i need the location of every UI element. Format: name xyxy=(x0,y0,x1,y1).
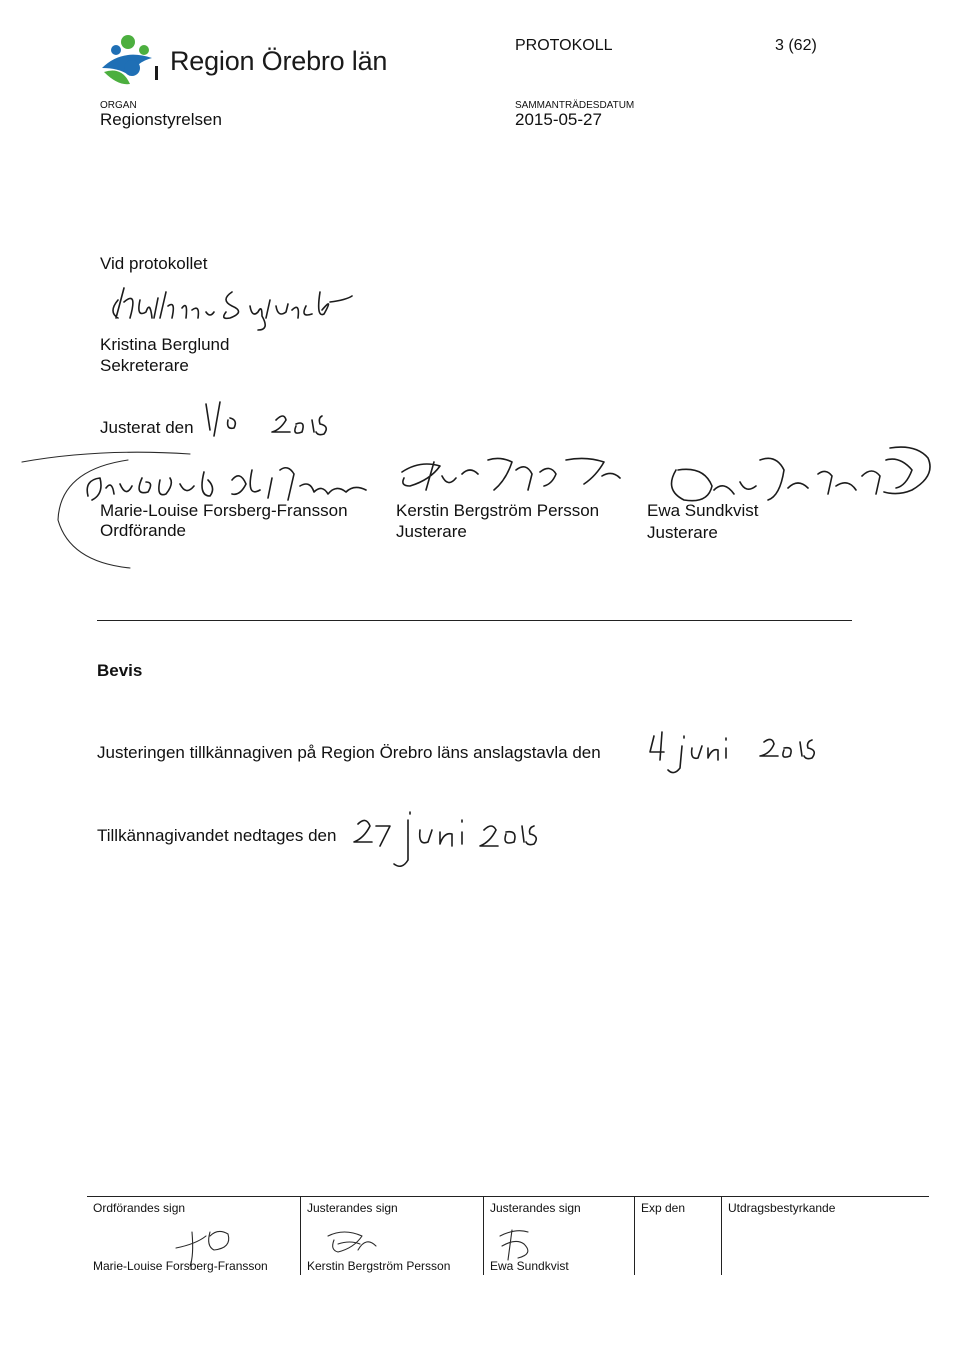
vid-protokollet: Vid protokollet xyxy=(100,254,208,273)
secretary-name: Kristina Berglund xyxy=(100,335,230,354)
footer-col-chair xyxy=(87,1197,300,1275)
anslag-handwritten-date xyxy=(650,732,814,773)
region-orebro-logo-icon xyxy=(92,28,162,92)
footer-sign-table xyxy=(87,1196,929,1275)
footer-header: Justerandes sign xyxy=(307,1201,398,1215)
footer-header: Ordförandes sign xyxy=(93,1201,186,1215)
adjuster-2-signature xyxy=(672,447,931,501)
adjuster-2-name: Ewa Sundkvist xyxy=(647,501,759,520)
meeting-date-label: SAMMANTRÄDESDATUM xyxy=(515,100,635,111)
footer-col-utdrag xyxy=(721,1197,929,1275)
document-type: PROTOKOLL xyxy=(515,37,613,54)
justerat-label: Justerat den xyxy=(100,418,194,437)
footer-name: Kerstin Bergström Persson xyxy=(307,1259,451,1273)
secretary-signature xyxy=(113,288,352,330)
organ-value: Regionstyrelsen xyxy=(100,110,222,129)
chair-name: Marie-Louise Forsberg-Fransson xyxy=(100,501,348,520)
secretary-title: Sekreterare xyxy=(100,356,189,375)
meeting-date-value: 2015-05-27 xyxy=(515,110,602,129)
footer-header: Exp den xyxy=(641,1201,686,1215)
footer-header: Justerandes sign xyxy=(490,1201,581,1215)
adjuster-2-role: Justerare xyxy=(647,523,718,542)
bevis-heading: Bevis xyxy=(97,661,143,680)
org-name: Region Örebro län xyxy=(170,46,388,76)
page-number: 3 (62) xyxy=(775,37,817,54)
adjuster-1-signature xyxy=(402,458,620,490)
footer-name: Ewa Sundkvist xyxy=(490,1259,569,1273)
nedtages-text: Tillkännagivandet nedtages den xyxy=(97,826,337,845)
divider xyxy=(97,620,852,621)
adjuster-1-name: Kerstin Bergström Persson xyxy=(396,501,600,520)
footer-col-exp-den xyxy=(634,1197,722,1275)
footer-name: Marie-Louise Forsberg-Fransson xyxy=(93,1259,268,1273)
organ-label: ORGAN xyxy=(100,100,137,111)
chair-role: Ordförande xyxy=(100,521,186,540)
footer-col-adjuster-2 xyxy=(483,1197,635,1275)
justerat-handwritten-date xyxy=(206,402,326,436)
footer-header: Utdragsbestyrkande xyxy=(728,1201,836,1215)
footer-col-adjuster-1 xyxy=(300,1197,484,1275)
nedtages-handwritten-date xyxy=(354,812,536,866)
anslag-text: Justeringen tillkännagiven på Region Örebro läns anslagstavla den xyxy=(97,743,601,762)
adjuster-1-role: Justerare xyxy=(396,522,467,541)
